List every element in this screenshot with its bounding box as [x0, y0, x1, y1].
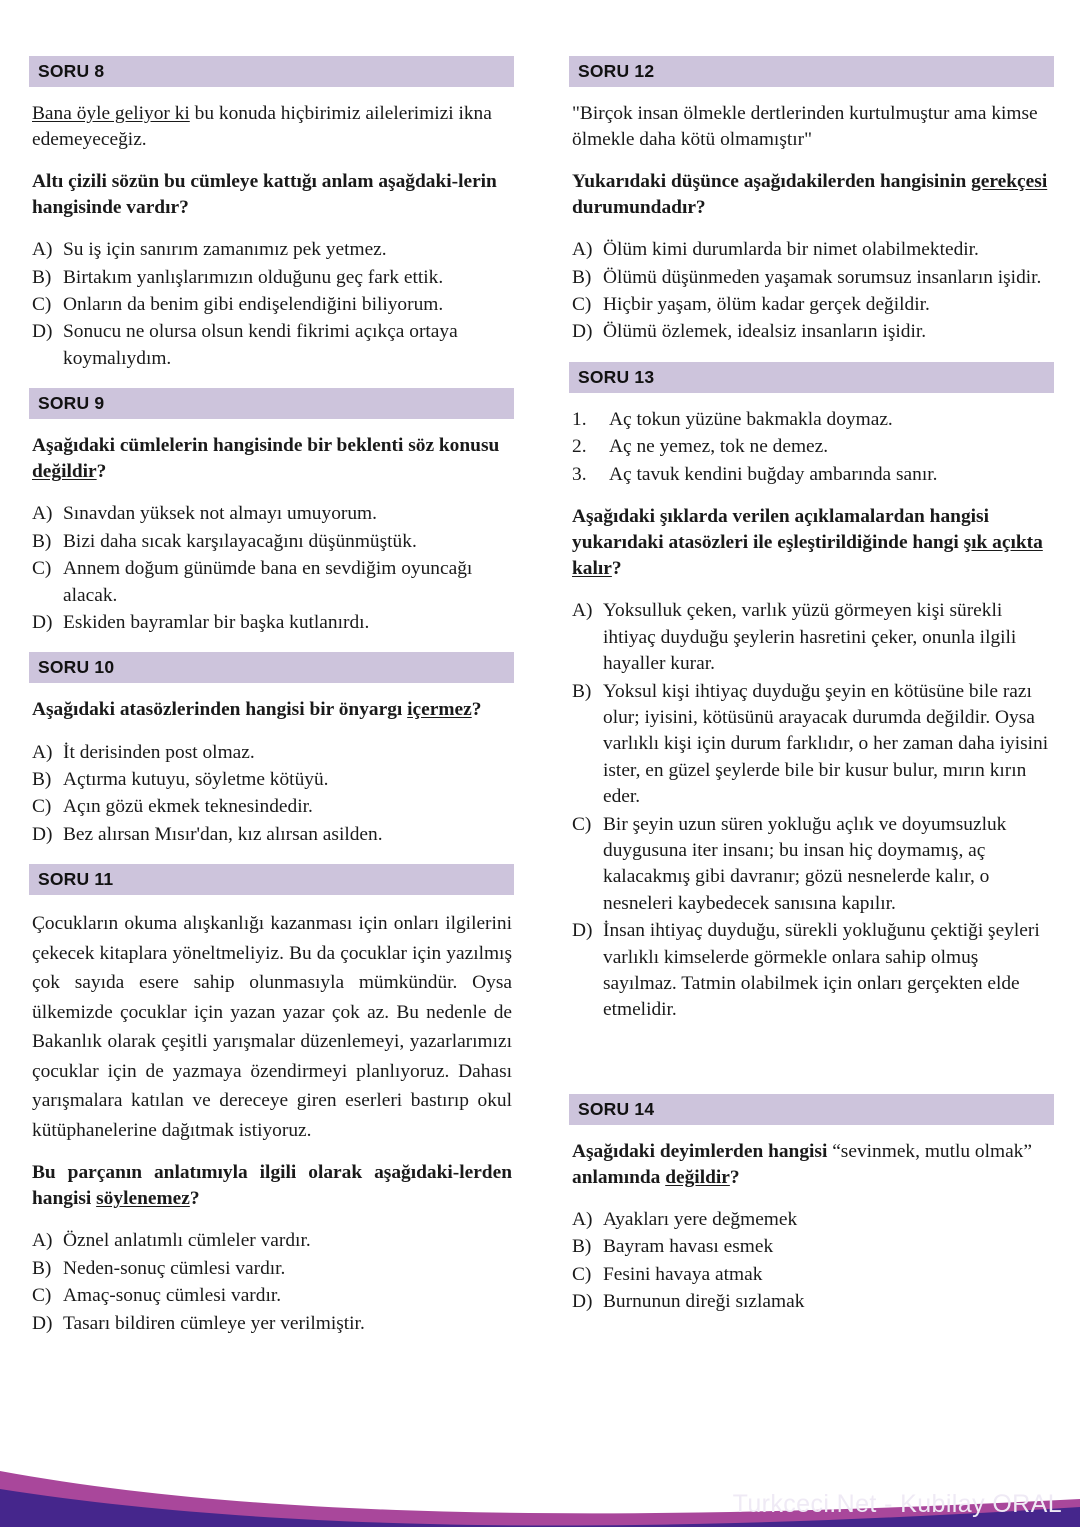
option-text: Su iş için sanırım zamanımız pek yetmez. — [63, 239, 387, 261]
soru-header-9: SORU 9 — [29, 388, 514, 419]
numbered-item-text: Aç tokun yüzüne bakmakla doymaz. — [609, 408, 893, 430]
option-item[interactable] — [569, 319, 1054, 345]
numbered-item-text: Aç tavuk kendini buğday ambarında sanır. — [609, 463, 938, 485]
option-text: Açtırma kutuyu, söyletme kötüyü. — [63, 769, 329, 791]
option-text: Birtakım yanlışlarımızın olduğunu geç fark ettik. — [63, 266, 444, 288]
prompt-post: ? — [189, 1188, 200, 1210]
option-label: B) — [32, 266, 52, 288]
option-item[interactable] — [569, 1207, 1054, 1233]
option-text: Onların da benim gibi endişelendiğini biliyorum. — [63, 293, 444, 315]
option-label: B) — [572, 1236, 592, 1258]
question-block-soru-9 — [29, 388, 514, 636]
options-soru-9 — [29, 501, 514, 636]
prompt-pre: Aşağıdaki atasözlerinden hangisi bir önyargı — [32, 699, 408, 721]
passage-soru-12: "Birçok insan ölmekle dertlerinden kurtulmuştur ama kimse ölmekle daha kötü olmamıştır" — [572, 103, 1038, 151]
numbered-item — [569, 434, 1054, 460]
prompt-soru-13 — [572, 504, 1054, 583]
option-text: Tasarı bildiren cümleye yer verilmiştir. — [63, 1312, 365, 1334]
option-label: C) — [32, 293, 52, 315]
option-text: Hiçbir yaşam, ölüm kadar gerçek değildir. — [603, 293, 930, 315]
prompt-pre: Aşağıdaki deyimlerden hangisi — [572, 1140, 833, 1162]
prompt-pre: Yukarıdaki düşünce aşağıdakilerden hangisinin — [572, 170, 972, 192]
option-text: Amaç-sonuç cümlesi vardır. — [63, 1285, 282, 1307]
option-label: C) — [572, 293, 592, 315]
option-text: Annem doğum günümde bana en sevdiğim oyuncağı alacak. — [63, 558, 473, 606]
option-label: A) — [32, 239, 53, 261]
prompt-underlined: şık açıkta kalır — [572, 532, 1043, 580]
option-item[interactable] — [569, 1234, 1054, 1260]
prompt-pre: Bu parçanın anlatımıyla ilgili olarak aşağıdaki-lerden hangisi — [32, 1162, 512, 1210]
option-item[interactable] — [29, 767, 514, 793]
option-item[interactable] — [29, 610, 514, 636]
option-item[interactable] — [569, 598, 1054, 677]
prompt-soru-10 — [32, 697, 514, 723]
options-soru-10 — [29, 740, 514, 849]
prompt-underlined: değildir — [665, 1166, 730, 1188]
option-label: C) — [32, 1285, 52, 1307]
prompt-soru-12 — [572, 169, 1054, 221]
question-block-soru-14 — [569, 1094, 1054, 1316]
numbered-item-text: Aç ne yemez, tok ne demez. — [609, 436, 829, 458]
option-label: B) — [572, 680, 592, 702]
option-text: Bez alırsan Mısır'dan, kız alırsan asilden. — [63, 823, 383, 845]
option-text: Fesini havaya atmak — [603, 1263, 763, 1285]
option-label: D) — [32, 1312, 53, 1334]
option-text: Öznel anlatımlı cümleler vardır. — [63, 1230, 311, 1252]
option-label: D) — [32, 823, 53, 845]
option-text: Ölümü özlemek, idealsiz insanların işidir. — [603, 321, 927, 343]
passage-soru-11: Çocukların okuma alışkanlığı kazanması için onları ilgilerini çekecek kitaplara yöneltmeliyiz. Bu da çocuklar için yazılmış çok sayıda esere sahip olunmasıyla mümkündür. Oysa ülkemizde çocuklar için yazan yazar çok az. Bu nedenle de Bakanlık olarak çeşitli yarışmalar düzenlemeyi, yazarlarımızı çocuklar için de yazmaya özendirmeyi planlıyoruz. Dahası yarışmalara katılan ve dereceye giren eserleri bastırıp okul kütüphanelerine dağıtmak istiyoruz. — [32, 913, 512, 1141]
option-item[interactable] — [29, 1228, 514, 1254]
prompt-pre: Aşağıdaki şıklarda verilen açıklamalardan hangisi yukarıdaki atasözleri ile eşleştirildiğinde hangi — [572, 505, 989, 554]
options-soru-12 — [569, 237, 1054, 346]
option-item[interactable] — [569, 1262, 1054, 1288]
option-item[interactable] — [29, 292, 514, 318]
option-item[interactable] — [569, 679, 1054, 811]
option-label: D) — [572, 920, 593, 942]
question-block-soru-11 — [29, 864, 514, 1337]
option-item[interactable] — [29, 556, 514, 609]
option-item[interactable] — [569, 265, 1054, 291]
option-label: C) — [572, 1263, 592, 1285]
option-item[interactable] — [29, 740, 514, 766]
prompt-mid: anlamında — [572, 1166, 666, 1188]
option-item[interactable] — [29, 1256, 514, 1282]
option-label: A) — [572, 600, 593, 622]
option-label: A) — [572, 239, 593, 261]
soru-header-13: SORU 13 — [569, 362, 1054, 393]
option-item[interactable] — [29, 794, 514, 820]
option-label: C) — [32, 558, 52, 580]
option-text: Ölüm kimi durumlarda bir nimet olabilmektedir. — [603, 239, 979, 261]
right-column — [569, 56, 1054, 1353]
option-item[interactable] — [29, 265, 514, 291]
prompt-post: durumundadır? — [572, 196, 706, 218]
option-label: A) — [32, 503, 53, 525]
option-label: B) — [572, 266, 592, 288]
option-label: C) — [32, 796, 52, 818]
prompt-underlined: söylenemez — [96, 1188, 190, 1210]
soru-header-12: SORU 12 — [569, 56, 1054, 87]
option-label: B) — [32, 1257, 52, 1279]
option-item[interactable] — [29, 822, 514, 848]
option-text: Sınavdan yüksek not almayı umuyorum. — [63, 503, 377, 525]
option-item[interactable] — [569, 1289, 1054, 1315]
prompt-post: ? — [729, 1166, 740, 1188]
option-item[interactable] — [29, 1283, 514, 1309]
option-text: İt derisinden post olmaz. — [63, 741, 255, 763]
prompt-quoted: “sevinmek, mutlu olmak” — [832, 1140, 1032, 1162]
option-text: Yoksulluk çeken, varlık yüzü görmeyen kişi sürekli ihtiyaç duyduğu şeylerin hasretini çeker, onunla ilgili hayaller kurar. — [603, 600, 1017, 675]
option-label: D) — [572, 321, 593, 343]
options-soru-8 — [29, 237, 514, 372]
option-text: Ölümü düşünmeden yaşamak sorumsuz insanların işidir. — [603, 266, 1042, 288]
prompt-post: ? — [471, 699, 482, 721]
left-column — [29, 56, 514, 1353]
question-block-soru-12 — [569, 56, 1054, 346]
option-text: Açın gözü ekmek teknesindedir. — [63, 796, 313, 818]
option-label: D) — [32, 321, 53, 343]
option-label: A) — [32, 741, 53, 763]
passage-underlined-phrase: Bana öyle geliyor ki — [32, 103, 190, 124]
question-block-soru-8 — [29, 56, 514, 372]
soru-header-10: SORU 10 — [29, 652, 514, 683]
option-item[interactable] — [569, 292, 1054, 318]
prompt-post: ? — [611, 558, 622, 580]
passage-soru-8 — [32, 101, 514, 154]
column-spacer — [569, 1040, 1054, 1094]
option-text: Yoksul kişi ihtiyaç duyduğu şeyin en kötüsüne bile razı olur; iyisini, kötüsünü arayacak durumda değildir. Oysa varlıklı kişi için durum farklıdır, o her zaman daha iyisini ister, en güzel şeylerde bile bir kusur bulur, mırın kırın eder. — [603, 680, 1049, 808]
option-item[interactable] — [29, 319, 514, 372]
prompt-post: ? — [96, 461, 107, 483]
option-text: Sonucu ne olursa olsun kendi fikrimi açıkça ortaya koymalıydım. — [63, 321, 458, 369]
numbered-item — [569, 462, 1054, 488]
prompt-soru-11 — [32, 1160, 514, 1212]
options-soru-13 — [569, 598, 1054, 1023]
option-text: Ayakları yere değmemek — [603, 1209, 798, 1231]
option-label: A) — [32, 1230, 53, 1252]
option-item[interactable] — [29, 1311, 514, 1337]
numbered-item-label: 2. — [572, 436, 587, 458]
numbered-items-soru-13 — [569, 407, 1054, 488]
option-text: Burnunun direği sızlamak — [603, 1291, 805, 1313]
option-text: Bizi daha sıcak karşılayacağını düşünmüştük. — [63, 530, 417, 552]
numbered-item-label: 3. — [572, 463, 587, 485]
option-text: Bir şeyin uzun süren yokluğu açlık ve doyumsuzluk duygusuna iter insanı; bu insan hiç doymamış, aç kalacakmış gibi davranır; gözü nesnelerde kalır, o nesneleri kaybedecek sanısına kapılır. — [603, 813, 1007, 914]
question-block-soru-13 — [569, 362, 1054, 1024]
option-text: İnsan ihtiyaç duyduğu, sürekli yokluğunu çektiği şeyleri varlıklı kimselerde görmekle onlara sahip olmuş sayılmaz. Tatmin olabilmek için onları gerçekten elde etmelidir. — [603, 920, 1040, 1021]
prompt-soru-9 — [32, 433, 514, 485]
option-label: D) — [32, 612, 53, 634]
prompt-soru-8: Altı çizili sözün bu cümleye kattığı anlam aşağdaki-lerin hangisinde vardır? — [32, 170, 497, 218]
two-column-layout — [29, 56, 1055, 1353]
option-label: B) — [32, 769, 52, 791]
prompt-underlined: içermez — [407, 699, 472, 721]
soru-header-11: SORU 11 — [29, 864, 514, 895]
options-soru-11 — [29, 1228, 514, 1337]
option-item[interactable] — [29, 529, 514, 555]
option-label: A) — [572, 1209, 593, 1231]
numbered-item-label: 1. — [572, 408, 587, 430]
option-text: Eskiden bayramlar bir başka kutlanırdı. — [63, 612, 370, 634]
options-soru-14 — [569, 1207, 1054, 1316]
prompt-underlined: gerekçesi — [971, 170, 1048, 192]
option-item[interactable] — [569, 918, 1054, 1024]
option-label: D) — [572, 1291, 593, 1313]
option-label: B) — [32, 530, 52, 552]
option-text: Bayram havası esmek — [603, 1236, 774, 1258]
option-item[interactable] — [29, 501, 514, 527]
soru-header-14: SORU 14 — [569, 1094, 1054, 1125]
question-block-soru-10 — [29, 652, 514, 848]
option-item[interactable] — [29, 237, 514, 263]
option-label: C) — [572, 813, 592, 835]
prompt-pre: Aşağıdaki cümlelerin hangisinde bir beklenti söz konusu — [32, 435, 500, 457]
option-text: Neden-sonuç cümlesi vardır. — [63, 1257, 286, 1279]
numbered-item — [569, 407, 1054, 433]
passage-rest: bu konuda hiçbirimiz ailelerimizi ikna edemeyeceğiz. — [32, 103, 492, 151]
option-item[interactable] — [569, 237, 1054, 263]
soru-header-8: SORU 8 — [29, 56, 514, 87]
prompt-soru-14 — [572, 1139, 1054, 1191]
page-footer — [0, 1437, 1080, 1527]
prompt-underlined: değildir — [32, 461, 97, 483]
option-item[interactable] — [569, 812, 1054, 918]
footer-brand-text: Turkceci.Net - Kubilay ORAL — [732, 1490, 1062, 1518]
